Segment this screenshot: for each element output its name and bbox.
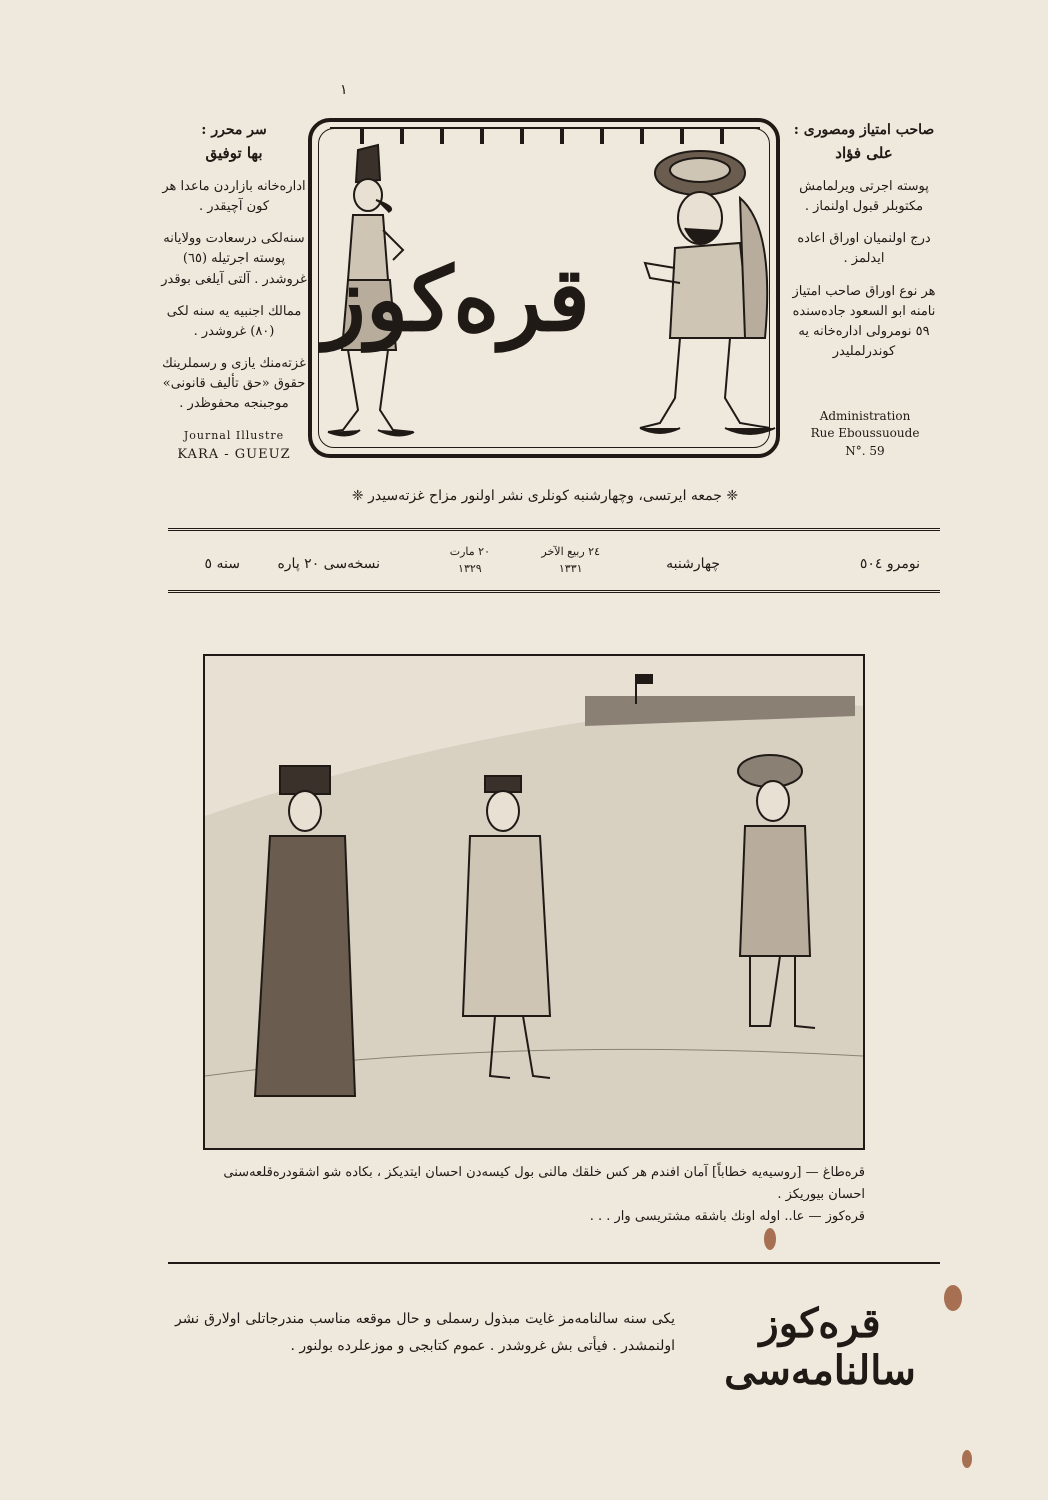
rumi-date: ٢٠ مارت ١٣٢٩ [449,545,490,575]
cartoon-caption [210,1162,865,1228]
issue-weekday: چهارشنبه [666,556,720,572]
issue-year: سنه ٥ [204,556,240,572]
almanac-ad-heading: قره‌كوز سالنامه‌سى [724,1300,916,1394]
street-number-label: N°. 59 [845,443,885,458]
ad-rule [168,1262,940,1264]
top-rule [168,528,940,531]
ink-stain-icon [944,1285,962,1311]
tagline: ❈ جمعه ايرتسى، وچهارشنبه كونلرى نشر اولنور مزاح غزته‌سيدر ❈ [351,488,739,504]
left-info-column [160,120,308,426]
ink-stain-icon [764,1228,776,1250]
caption-line-2: احسان بيوريكز . [777,1187,865,1203]
caption-line-3: قره‌كوز — عا.. اوله اونك باشقه مشتريسى وار . . . [589,1209,865,1225]
almanac-ad-text: يكى سنه سالنامه‌مز غايت مبذول رسملى و حال موقعه مناسب مندرجاتلى اولارق نشر اولنمشدر . فيأتى بش غروشدر . عموم كتابجى و موزعلرده بولنور . [175,1311,675,1354]
subscription-note: سنه‌لكى درسعادت وولايانه پوسته اجرتيله (٦٥) غروشدر . آلتى آيلغى بوقدر [161,231,307,287]
puppet-right-icon [630,138,780,448]
kara-gueuz-label: KARA - GUEUZ [177,446,291,462]
cartoon-scene-icon [205,656,863,1148]
rights-note: غزته‌منك يازى و رسملرينك حقوق «حق تأليف قانونى» موجبنجه محفوظدر . [162,355,306,412]
office-note: اداره‌خانه بازاردن ماعدا هر كون آچيقدر . [162,178,306,215]
journal-illustre-label: Journal Illustre [183,429,285,442]
ink-stain-icon [962,1450,972,1468]
bottom-rule [168,590,940,593]
editor-label: سر محرر : [201,122,267,138]
caption-line-1: قره‌طاغ — [روسيه‌يه خطاباً] آمان افندم هر كس خلقك مالنى بول كيسه‌دن احسان ايتديكز ، بكاده شو اشقودره‌قلعه‌سنى [223,1165,865,1180]
page-number: ١ [340,82,348,98]
right-info-column [790,120,938,374]
hijri-date: ٢٤ ربيع الآخر ١٣٣١ [541,545,600,575]
issue-number: نومرو ٥٠٤ [859,556,920,572]
owner-name: على فؤاد [835,143,893,162]
issue-price: نسخه‌سى ٢٠ پاره [277,556,380,572]
editor-name: بها توفيق [205,143,263,162]
masthead-title: قره‌كوز [323,247,590,351]
cartoon-illustration [203,654,865,1150]
street-label: Rue Eboussuoude [810,426,920,441]
latin-address-right [790,408,940,460]
issue-info-row [168,544,940,588]
letters-note: پوسته اجرتى ويرلمامش مكتوبلر قبول اولنماز . [799,178,929,215]
administration-label: Administration [819,409,911,423]
returns-note: درج اولنميان اوراق اعاده ايدلمز . [797,231,931,267]
address-note: هر نوع اوراق صاحب امتياز نامنه ابو السعود جاده‌سنده ٥٩ نومرولى اداره‌خانه يه كوندرلمليدر [792,283,936,359]
owner-label: صاحب امتياز ومصورى : [793,122,935,138]
foreign-subscription-note: ممالك اجنبيه يه سنه لكى (٨٠) غروشدر . [166,303,302,339]
latin-title-left [160,428,308,464]
